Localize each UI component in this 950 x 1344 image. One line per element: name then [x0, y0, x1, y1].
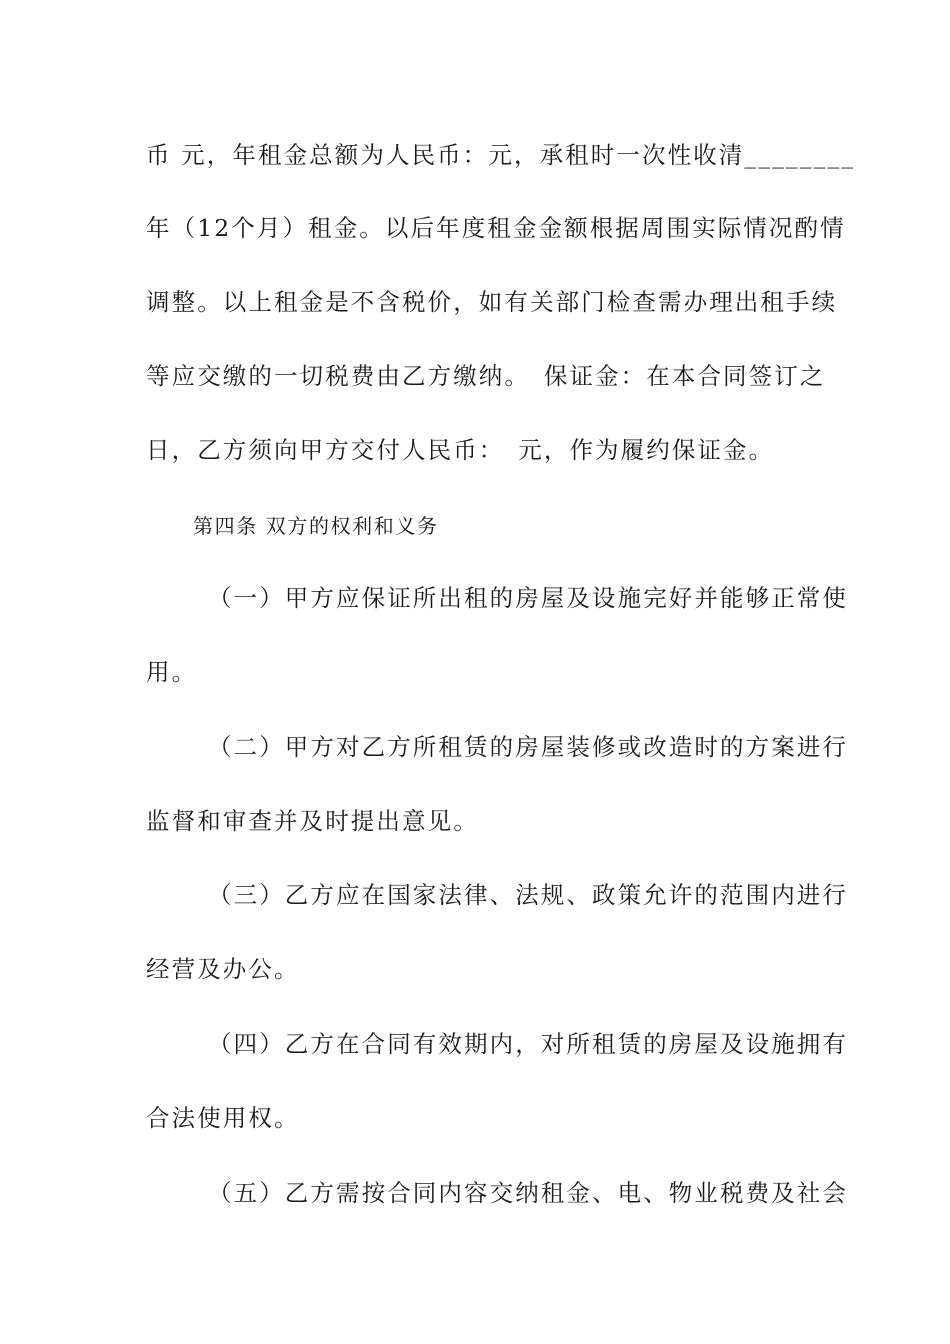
clause-4-line-1: （四）乙方在合同有效期内，对所租赁的房屋及设施拥有	[208, 1030, 848, 1058]
clause-3-line-2: 经营及办公。	[146, 955, 300, 983]
clause-3-line-1: （三）乙方应在国家法律、法规、政策允许的范围内进行	[208, 881, 848, 909]
text-line-3: 调整。以上租金是不含税价，如有关部门检查需办理出租手续	[146, 288, 838, 316]
clause-2-line-2: 监督和审查并及时提出意见。	[146, 807, 479, 835]
clause-1-line-2: 用。	[146, 658, 198, 686]
clause-4-line-2: 合法使用权。	[146, 1104, 300, 1132]
text-line-4: 等应交缴的一切税费由乙方缴纳。 保证金：在本合同签订之	[146, 362, 826, 390]
section-heading: 第四条 双方的权利和义务	[193, 514, 439, 538]
clause-1-line-1: （一）甲方应保证所出租的房屋及设施完好并能够正常使	[208, 584, 848, 612]
text-line-1: 币 元，年租金总额为人民币：元，承租时一次性收清________	[146, 141, 856, 169]
clause-2-line-1: （二）甲方对乙方所租赁的房屋装修或改造时的方案进行	[208, 733, 848, 761]
text-line-2: 年（12个月）租金。以后年度租金金额根据周围实际情况酌情	[146, 214, 846, 242]
text-line-5: 日，乙方须向甲方交付人民币： 元，作为履约保证金。	[146, 436, 775, 464]
clause-5-line-1: （五）乙方需按合同内容交纳租金、电、物业税费及社会	[208, 1179, 848, 1207]
